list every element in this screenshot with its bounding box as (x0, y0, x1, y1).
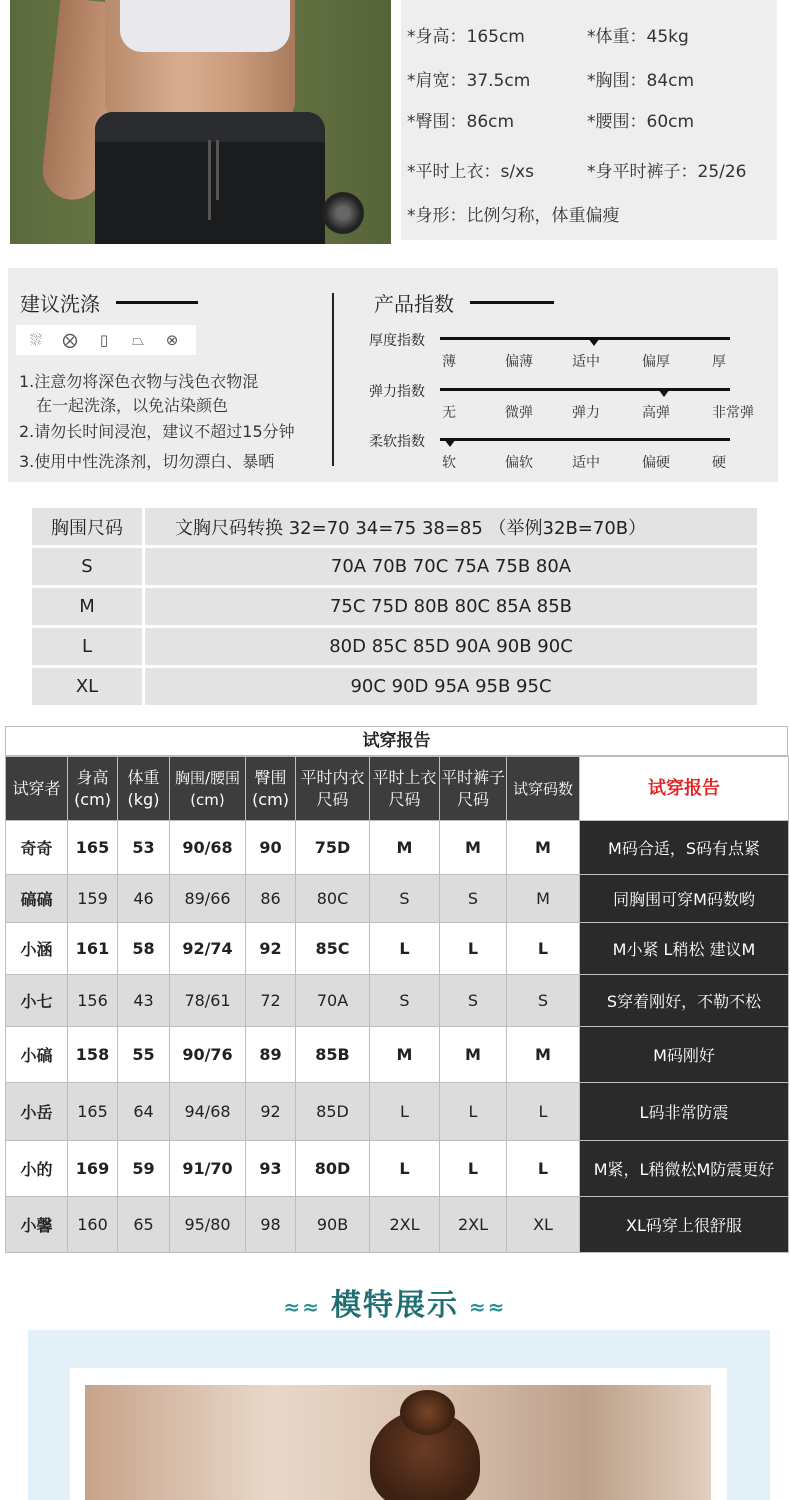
thickness-option: 偏厚 (642, 354, 670, 370)
wash-40-icon: ⛆ (29, 331, 42, 349)
tester-report: M码刚好 (580, 1027, 789, 1083)
tester-height: 169 (68, 1141, 118, 1197)
tester-weight: 58 (118, 923, 170, 975)
tester-weight: 43 (118, 975, 170, 1027)
tester-tried-size: M (507, 875, 580, 923)
tester-bust-waist: 78/61 (170, 975, 246, 1027)
thickness-option: 偏薄 (505, 354, 533, 370)
tester-weight: 46 (118, 875, 170, 923)
bra-size-header-label: 胸围尺码 (32, 508, 145, 548)
tester-usual-pants: L (440, 1141, 507, 1197)
tester-hip: 93 (246, 1141, 296, 1197)
header-weight: 体重 (kg) (118, 757, 170, 821)
tester-usual-top: M (370, 821, 440, 875)
trial-report-title: 试穿报告 (5, 726, 788, 756)
tester-name: 小的 (6, 1141, 68, 1197)
header-height: 身高 (cm) (68, 757, 118, 821)
tester-name: 小馨 (6, 1197, 68, 1253)
elasticity-option: 非常弹 (712, 405, 754, 421)
thickness-index-bar (440, 337, 730, 340)
bra-size-values: 90C 90D 95A 95B 95C (145, 668, 757, 708)
trial-row (6, 821, 789, 875)
tester-report: L码非常防震 (580, 1083, 789, 1141)
tester-weight: 59 (118, 1141, 170, 1197)
model-show-photo (85, 1385, 711, 1500)
panel-divider (332, 293, 334, 466)
thickness-option: 厚 (712, 354, 726, 370)
tester-hip: 86 (246, 875, 296, 923)
softness-option: 偏硬 (642, 455, 670, 471)
tester-report: 同胸围可穿M码数哟 (580, 875, 789, 923)
elasticity-index-marker (658, 389, 670, 397)
washing-line-3: 2.请勿长时间浸泡，建议不超过15分钟 (19, 422, 295, 441)
tester-hip: 98 (246, 1197, 296, 1253)
tester-tried-size: M (507, 821, 580, 875)
elasticity-option: 微弹 (505, 405, 533, 421)
trial-row (6, 1083, 789, 1141)
bra-size-values: 70A 70B 70C 75A 75B 80A (145, 548, 757, 588)
tester-tried-size: S (507, 975, 580, 1027)
tester-bust-waist: 92/74 (170, 923, 246, 975)
model-usual-pants: *身平时裤子：25/26 (587, 162, 747, 182)
product-index-title: 产品指数 (374, 292, 454, 316)
bra-size-values: 75C 75D 80B 80C 85A 85B (145, 588, 757, 628)
tester-height: 156 (68, 975, 118, 1027)
tester-usual-bra: 85D (296, 1083, 370, 1141)
wave-right-icon: ≈≈ (469, 1294, 507, 1319)
tester-usual-bra: 70A (296, 975, 370, 1027)
tester-tried-size: M (507, 1027, 580, 1083)
model-info-panel (401, 0, 777, 240)
tester-tried-size: L (507, 1141, 580, 1197)
elasticity-index-label: 弹力指数 (369, 384, 425, 400)
tester-usual-bra: 80C (296, 875, 370, 923)
bra-size: M (32, 588, 145, 628)
product-index-title-line (470, 301, 554, 304)
bra-size-row (32, 588, 757, 628)
model-show-title (0, 1280, 790, 1324)
softness-option: 偏软 (505, 455, 533, 471)
tester-usual-pants: M (440, 821, 507, 875)
header-tester: 试穿者 (6, 757, 68, 821)
washing-line-1: 1.注意勿将深色衣物与浅色衣物混 (19, 372, 259, 391)
tester-bust-waist: 91/70 (170, 1141, 246, 1197)
softness-index-marker (444, 439, 456, 447)
softness-option: 硬 (712, 455, 726, 471)
tester-report: XL码穿上很舒服 (580, 1197, 789, 1253)
model-weight: *体重：45kg (587, 27, 689, 47)
washing-title-line (116, 301, 198, 304)
bra-size-values: 80D 85C 85D 90A 90B 90C (145, 628, 757, 668)
tester-name: 奇奇 (6, 821, 68, 875)
tester-usual-top: L (370, 1141, 440, 1197)
no-bleach-icon: ⨂ (62, 331, 78, 349)
tester-usual-pants: 2XL (440, 1197, 507, 1253)
tester-height: 165 (68, 821, 118, 875)
tumble-icon: ▯ (99, 331, 109, 349)
tester-bust-waist: 95/80 (170, 1197, 246, 1253)
model-waist: *腰围：60cm (587, 112, 695, 132)
softness-index-label: 柔软指数 (369, 434, 425, 450)
tester-report: M紧，L稍微松M防震更好 (580, 1141, 789, 1197)
trial-row (6, 1141, 789, 1197)
tester-usual-bra: 75D (296, 821, 370, 875)
tester-usual-top: 2XL (370, 1197, 440, 1253)
softness-option: 软 (442, 455, 456, 471)
tester-hip: 90 (246, 821, 296, 875)
tester-usual-bra: 85B (296, 1027, 370, 1083)
tester-usual-top: S (370, 975, 440, 1027)
tester-tried-size: XL (507, 1197, 580, 1253)
thickness-index-label: 厚度指数 (369, 333, 425, 349)
elasticity-option: 高弹 (642, 405, 670, 421)
tester-hip: 89 (246, 1027, 296, 1083)
tester-bust-waist: 90/68 (170, 821, 246, 875)
iron-icon: ⏢ (131, 331, 144, 349)
model-bust: *胸围：84cm (587, 71, 695, 91)
tester-name: 小岳 (6, 1083, 68, 1141)
trial-header-row (6, 757, 789, 821)
tester-report: M小紧 L稍松 建议M (580, 923, 789, 975)
header-tried-size: 试穿码数 (507, 757, 580, 821)
model-photo (10, 0, 391, 244)
tester-usual-bra: 80D (296, 1141, 370, 1197)
tester-name: 小七 (6, 975, 68, 1027)
bra-size-row (32, 548, 757, 588)
tester-weight: 55 (118, 1027, 170, 1083)
tester-usual-top: L (370, 923, 440, 975)
washing-line-2: 在一起洗涤，以免沾染颜色 (36, 396, 229, 415)
trial-row (6, 1027, 789, 1083)
tester-bust-waist: 94/68 (170, 1083, 246, 1141)
washing-title: 建议洗涤 (20, 292, 100, 316)
tester-weight: 64 (118, 1083, 170, 1141)
bra-size-row (32, 668, 757, 708)
tester-hip: 72 (246, 975, 296, 1027)
header-usual-top: 平时上衣 尺码 (370, 757, 440, 821)
tester-hip: 92 (246, 1083, 296, 1141)
care-icons (16, 325, 196, 355)
header-usual-bra: 平时内衣 尺码 (296, 757, 370, 821)
model-usual-top: *平时上衣：s/xs (407, 162, 535, 182)
tester-height: 160 (68, 1197, 118, 1253)
tester-usual-pants: S (440, 975, 507, 1027)
care-and-index-panel (8, 268, 778, 482)
trial-row (6, 875, 789, 923)
elasticity-option: 弹力 (572, 405, 600, 421)
trial-report-body (6, 821, 789, 1253)
trial-report-table (5, 756, 789, 1253)
model-show-title-text: 模特展示 (331, 1288, 459, 1323)
bra-size-row (32, 628, 757, 668)
bra-size-table (32, 508, 757, 708)
trial-row (6, 1197, 789, 1253)
elasticity-index-bar (440, 388, 730, 391)
softness-option: 适中 (572, 455, 600, 471)
header-report: 试穿报告 (580, 757, 789, 821)
header-bust-waist: 胸围/腰围 (cm) (170, 757, 246, 821)
tester-name: 碻碻 (6, 875, 68, 923)
bra-size-header-row (32, 508, 757, 548)
tester-weight: 65 (118, 1197, 170, 1253)
tester-name: 小涵 (6, 923, 68, 975)
tester-height: 159 (68, 875, 118, 923)
no-dryclean-icon: ⊗ (165, 331, 179, 349)
trial-row (6, 923, 789, 975)
dumbbell-image (322, 192, 364, 234)
tester-name: 小碻 (6, 1027, 68, 1083)
tester-height: 158 (68, 1027, 118, 1083)
tester-bust-waist: 90/76 (170, 1027, 246, 1083)
model-body-shape: *身形：比例匀称，体重偏瘦 (407, 206, 620, 226)
model-height: *身高：165cm (407, 27, 525, 47)
wave-left-icon: ≈≈ (283, 1294, 321, 1319)
tester-bust-waist: 89/66 (170, 875, 246, 923)
bra-size: XL (32, 668, 145, 708)
tester-usual-top: M (370, 1027, 440, 1083)
tester-usual-bra: 90B (296, 1197, 370, 1253)
tester-usual-pants: L (440, 1083, 507, 1141)
tester-hip: 92 (246, 923, 296, 975)
thickness-index-marker (588, 338, 600, 346)
bra-size: S (32, 548, 145, 588)
tester-usual-pants: S (440, 875, 507, 923)
bra-size-header-note: 文胸尺码转换 32=70 34=75 38=85 （举例32B=70B） (145, 508, 757, 548)
washing-line-4: 3.使用中性洗涤剂，切勿漂白、暴晒 (19, 452, 275, 471)
bra-size: L (32, 628, 145, 668)
tester-report: M码合适，S码有点紧 (580, 821, 789, 875)
tester-tried-size: L (507, 1083, 580, 1141)
tester-tried-size: L (507, 923, 580, 975)
tester-usual-bra: 85C (296, 923, 370, 975)
tester-weight: 53 (118, 821, 170, 875)
tester-usual-top: L (370, 1083, 440, 1141)
thickness-option: 适中 (572, 354, 600, 370)
tester-report: S穿着刚好，不勒不松 (580, 975, 789, 1027)
tester-usual-top: S (370, 875, 440, 923)
model-shoulder: *肩宽：37.5cm (407, 71, 531, 91)
header-hip: 臀围 (cm) (246, 757, 296, 821)
trial-row (6, 975, 789, 1027)
tester-usual-pants: L (440, 923, 507, 975)
tester-height: 165 (68, 1083, 118, 1141)
softness-index-bar (440, 438, 730, 441)
header-usual-pants: 平时裤子 尺码 (440, 757, 507, 821)
tester-usual-pants: M (440, 1027, 507, 1083)
model-hip: *臀围：86cm (407, 112, 515, 132)
thickness-option: 薄 (442, 354, 456, 370)
elasticity-option: 无 (442, 405, 456, 421)
tester-height: 161 (68, 923, 118, 975)
